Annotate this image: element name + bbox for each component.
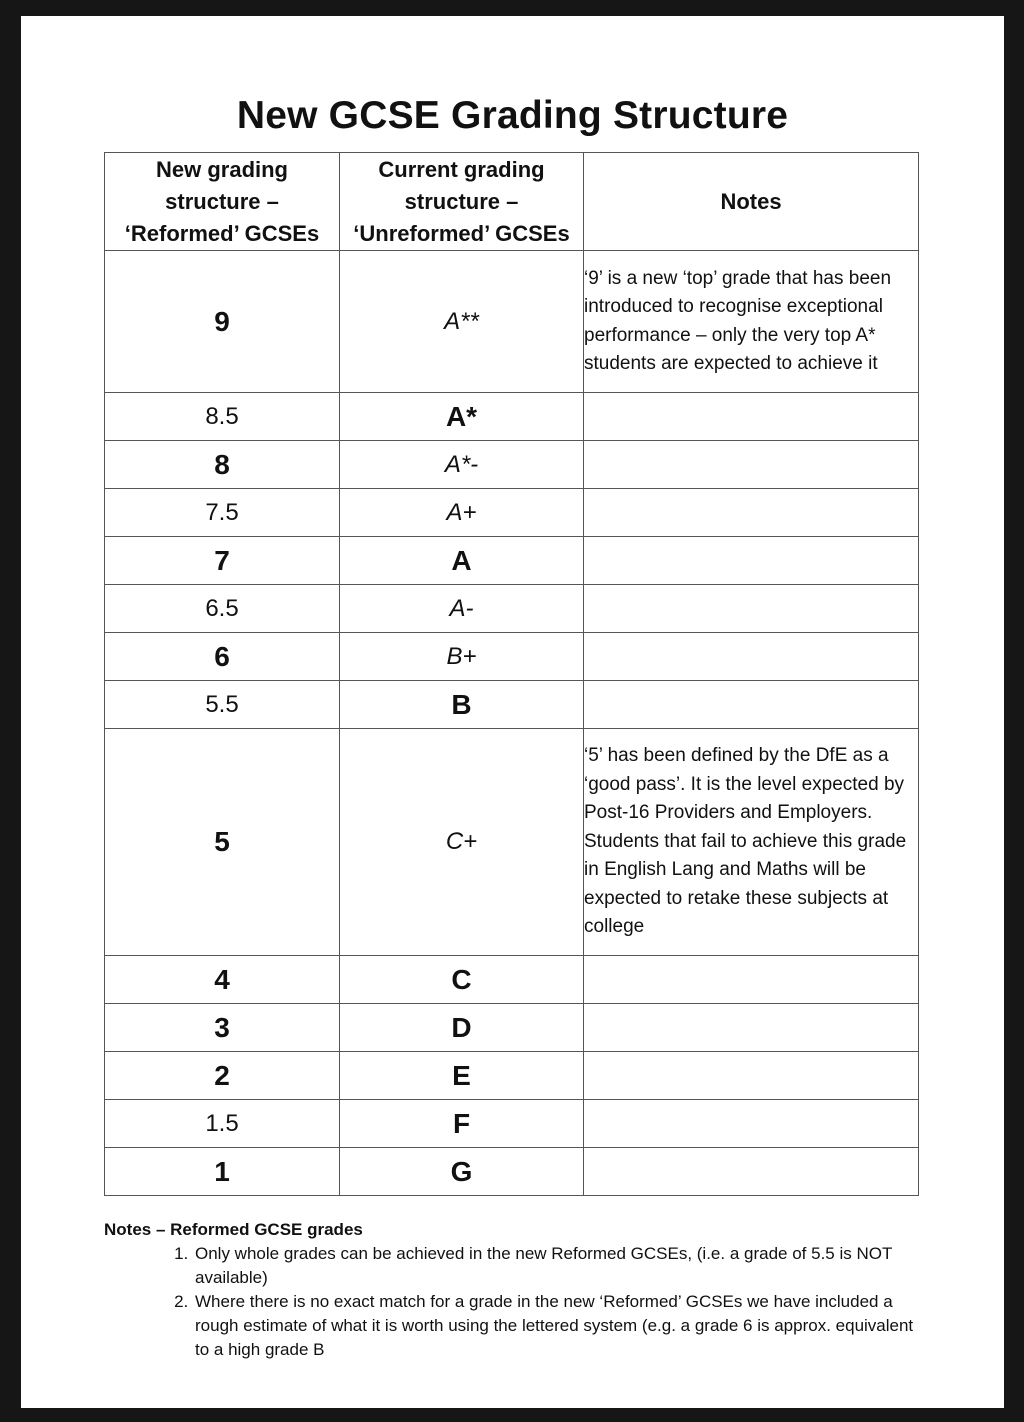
header-current-grading [340, 153, 584, 251]
table-row [105, 681, 919, 729]
current-grade-cell: A*- [340, 441, 584, 489]
new-grade-cell: 3 [105, 1004, 340, 1052]
notes-cell [584, 956, 919, 1004]
notes-cell [584, 633, 919, 681]
table-row [105, 729, 919, 956]
table-row [105, 441, 919, 489]
new-grade-cell: 1.5 [105, 1100, 340, 1148]
new-grade-cell: 1 [105, 1148, 340, 1196]
current-grade-cell: F [340, 1100, 584, 1148]
new-grade-cell: 8 [105, 441, 340, 489]
header-notes: Notes [584, 153, 919, 251]
notes-cell [584, 1004, 919, 1052]
header-current-line-3: ‘Unreformed’ GCSEs [353, 220, 570, 246]
new-grade-cell: 8.5 [105, 393, 340, 441]
current-grade-cell: A- [340, 585, 584, 633]
new-grade-cell: 9 [105, 251, 340, 393]
current-grade-cell: C [340, 956, 584, 1004]
header-new-line-2: structure – [165, 188, 279, 214]
table-row [105, 393, 919, 441]
notes-cell [584, 441, 919, 489]
table-row [105, 1100, 919, 1148]
notes-cell [584, 585, 919, 633]
table-row [105, 537, 919, 585]
current-grade-cell: D [340, 1004, 584, 1052]
new-grade-cell: 6.5 [105, 585, 340, 633]
notes-cell [584, 681, 919, 729]
new-grade-cell: 5.5 [105, 681, 340, 729]
table-row [105, 1004, 919, 1052]
notes-cell [584, 537, 919, 585]
table-row [105, 633, 919, 681]
header-new-line-1: New grading [155, 156, 288, 182]
table-row [105, 1052, 919, 1100]
header-new-grading [105, 153, 340, 251]
current-grade-cell: G [340, 1148, 584, 1196]
document-page [21, 16, 1004, 1408]
header-new-line-3: ‘Reformed’ GCSEs [124, 220, 320, 246]
current-grade-cell: A* [340, 393, 584, 441]
current-grade-cell: A [340, 537, 584, 585]
notes-cell [584, 1052, 919, 1100]
footer-item-2: 2. Where there is no exact match for a grade in the new ‘Reformed’ GCSEs we have included a rough estimate of what it is worth using the lettered system (e.g. a grade 6 is approx. equivalent to a high grade B [193, 1290, 924, 1362]
table-row [105, 585, 919, 633]
page-title: New GCSE Grading Structure [236, 94, 789, 137]
table-row [105, 956, 919, 1004]
footer-list [104, 1242, 924, 1362]
notes-cell: ‘5’ has been defined by the DfE as a ‘good pass’. It is the level expected by Post-16 Providers and Employers. Students that fail to achieve this grade in English Lang and Maths will be expected to retake these subjects at college [584, 729, 919, 956]
current-grade-cell: A** [340, 251, 584, 393]
current-grade-cell: C+ [340, 729, 584, 956]
footer-notes [104, 1218, 924, 1362]
notes-cell [584, 1148, 919, 1196]
new-grade-cell: 2 [105, 1052, 340, 1100]
new-grade-cell: 7.5 [105, 489, 340, 537]
table-row [105, 1148, 919, 1196]
footer-item-1: 1. Only whole grades can be achieved in the new Reformed GCSEs, (i.e. a grade of 5.5 is NOT available) [193, 1242, 924, 1290]
notes-cell [584, 1100, 919, 1148]
notes-cell: ‘9’ is a new ‘top’ grade that has been introduced to recognise exceptional performance – only the very top A* students are expected to achieve it [584, 251, 919, 393]
notes-cell [584, 393, 919, 441]
new-grade-cell: 4 [105, 956, 340, 1004]
current-grade-cell: B+ [340, 633, 584, 681]
header-current-line-2: structure – [404, 188, 519, 214]
header-current-line-1: Current grading [378, 156, 545, 182]
current-grade-cell: A+ [340, 489, 584, 537]
grading-table [104, 152, 919, 1196]
table-row [105, 251, 919, 393]
new-grade-cell: 7 [105, 537, 340, 585]
new-grade-cell: 5 [105, 729, 340, 956]
table-header-row [105, 153, 919, 251]
notes-cell [584, 489, 919, 537]
footer-heading: Notes – Reformed GCSE grades [104, 1220, 363, 1239]
current-grade-cell: B [340, 681, 584, 729]
new-grade-cell: 6 [105, 633, 340, 681]
table-row [105, 489, 919, 537]
current-grade-cell: E [340, 1052, 584, 1100]
